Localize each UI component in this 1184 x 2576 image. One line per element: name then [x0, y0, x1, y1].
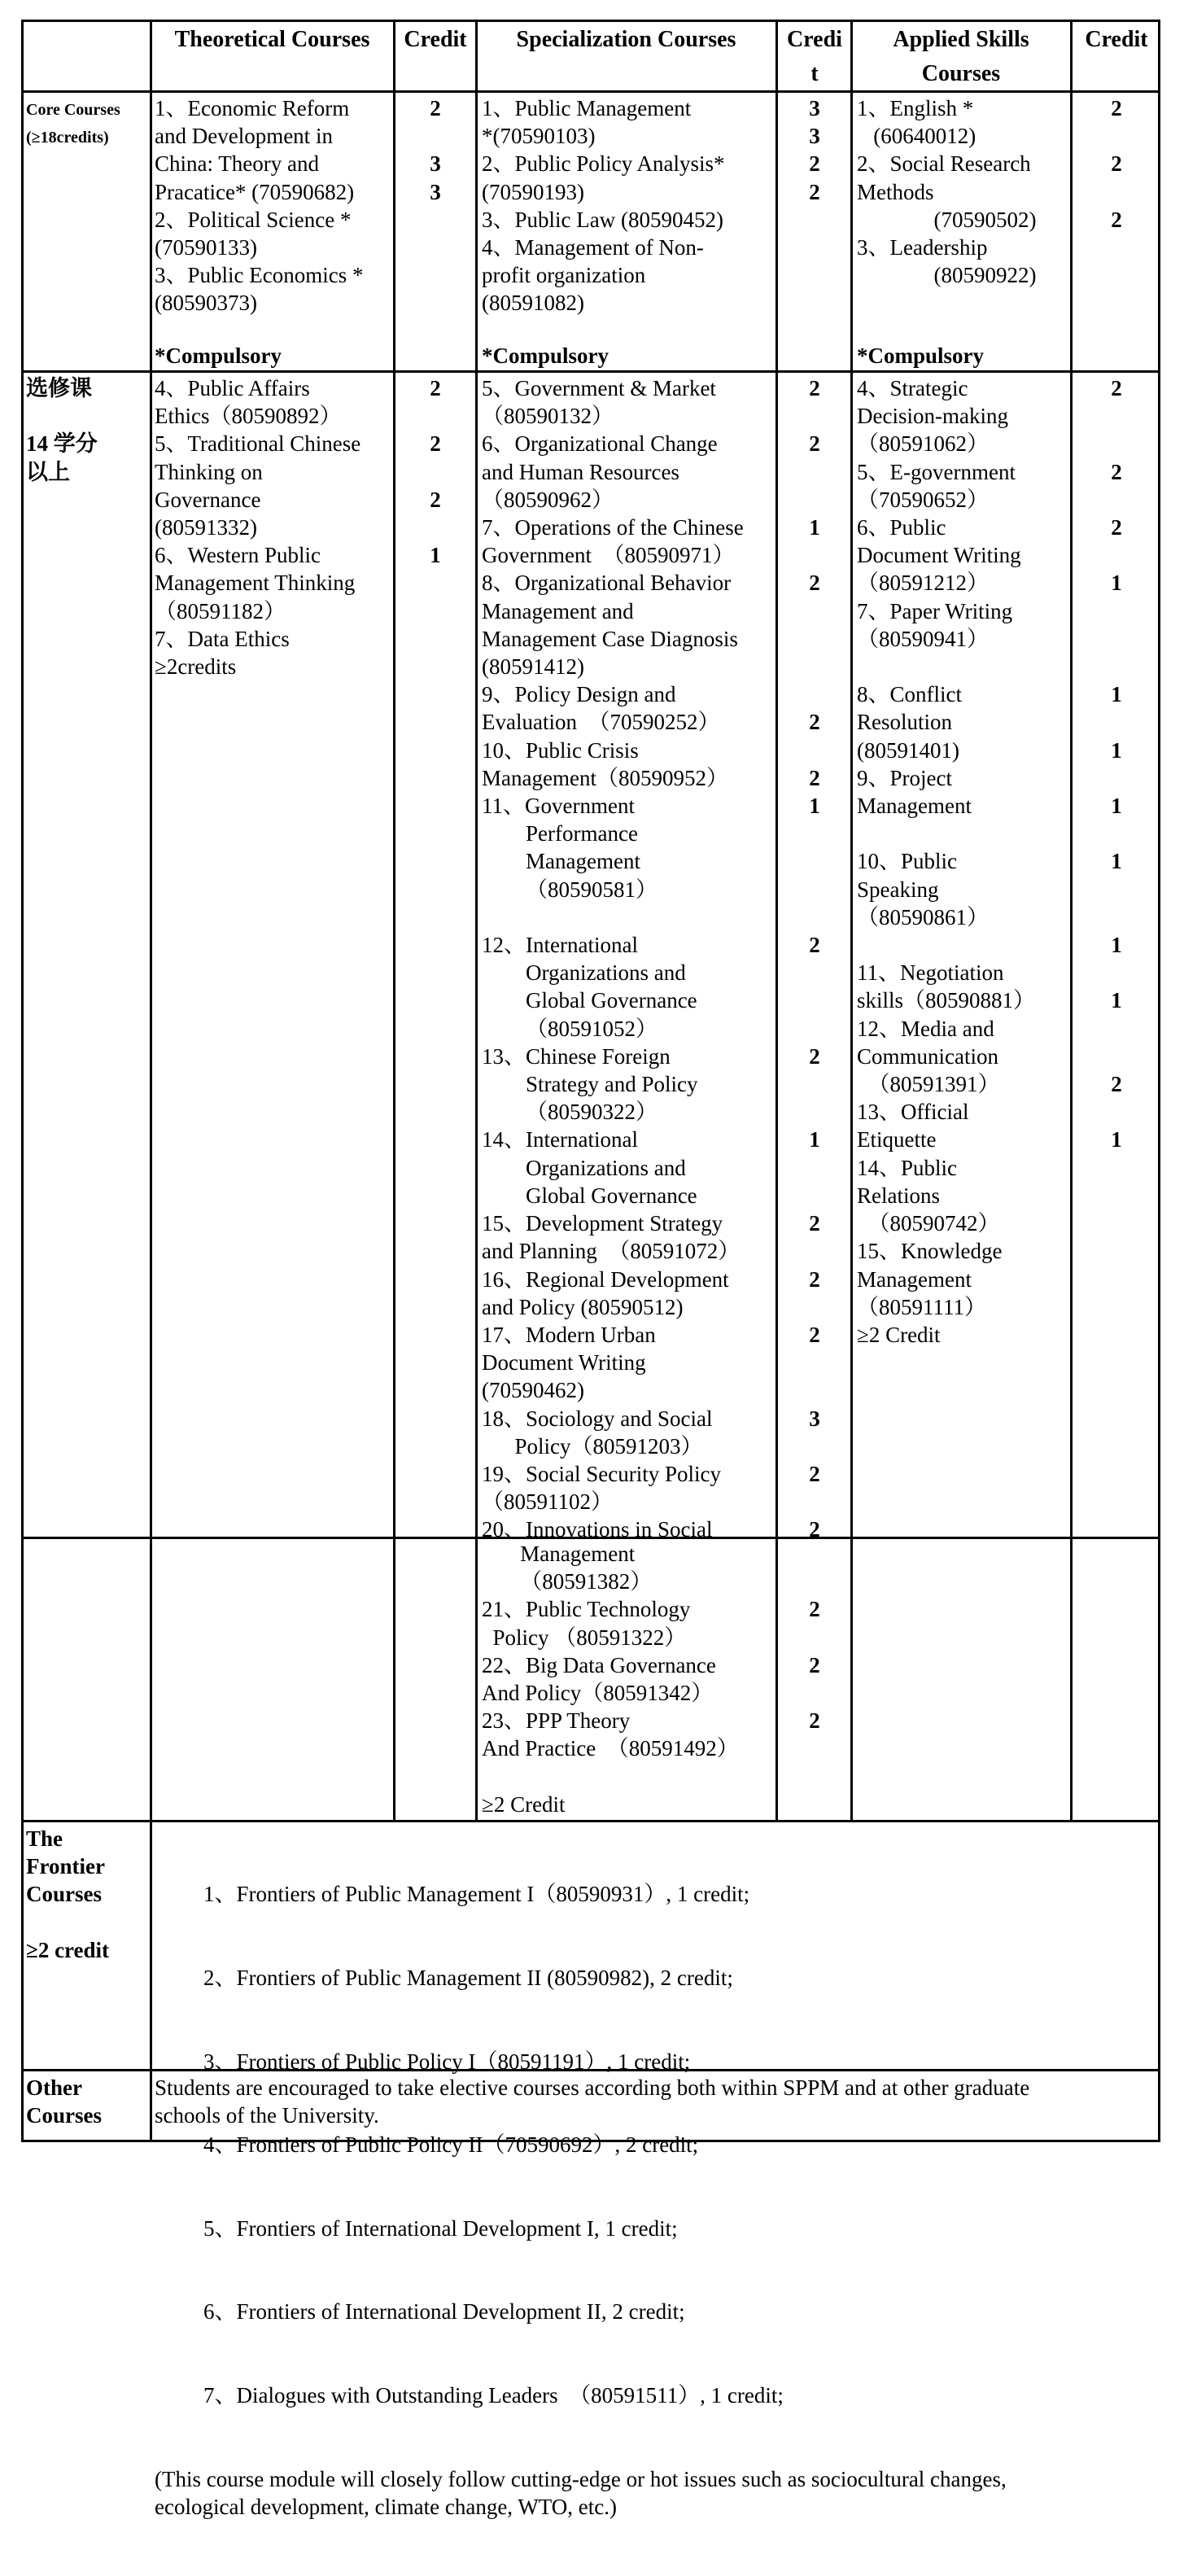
col-divider	[475, 20, 478, 1822]
core-divider	[21, 370, 1160, 373]
other-label: Other Courses	[26, 2075, 102, 2128]
frontier-list	[155, 1825, 1157, 2576]
col-divider	[1070, 20, 1073, 1822]
compulsory-note: *Compulsory	[482, 343, 609, 368]
elective-theoretical-courses: 4、Public Affairs Ethics（80590892） 5、Traditional Chinese Thinking on Governance (80591332) 6、Western Public Management Thinking （80591182） 7、Data Ethics ≥2credits	[155, 376, 361, 680]
col-divider	[775, 20, 778, 1822]
frontier-item: 6、Frontiers of International Development II, 2 credit;	[203, 2299, 685, 2325]
core-theoretical-credits: 2 3 3	[430, 96, 441, 204]
frontier-item: 4、Frontiers of Public Policy II（70590692）, 2 credit;	[203, 2132, 699, 2158]
header-credit: Credi t	[787, 27, 842, 86]
label-col-divider	[150, 20, 152, 2142]
elective-applied-credits: 2 2 2 1 1 1 1 1 1 1 2 1	[1111, 376, 1122, 1152]
header-theoretical: Theoretical Courses	[174, 27, 370, 52]
frontier-label: The Frontier Courses ≥2 credit	[26, 1826, 110, 1962]
other-text: Students are encouraged to take elective courses according both within SPPM and at other graduate schools of the University.	[155, 2075, 1030, 2128]
compulsory-note: *Compulsory	[857, 343, 985, 368]
frontier-note: (This course module will closely follow cutting-edge or hot issues such as sociocultural changes, ecological development, climate change, WTO, etc.)	[155, 2466, 1007, 2519]
header-specialization: Specialization Courses	[516, 27, 736, 52]
elective-theoretical-credits: 2 2 2 1	[430, 376, 441, 568]
frontier-item: 1、Frontiers of Public Management I（80590931）, 1 credit;	[203, 1882, 750, 1907]
header-applied: Applied Skills Courses	[893, 27, 1029, 86]
header-credit: Credit	[404, 27, 467, 52]
header-credit: Credit	[1085, 27, 1148, 52]
core-specialization-credits: 3 3 2 2	[809, 96, 820, 204]
elective-label: 选修课 14 学分 以上	[26, 376, 98, 484]
elective-specialization-credits: 2 2 1 2 2 2 1 2 2 1 2 2 2 3 2 2	[809, 376, 820, 1542]
frontier-divider	[21, 1820, 1160, 1822]
core-label: Core Courses (≥18credits)	[26, 101, 120, 147]
frontier-item: 2、Frontiers of Public Management II (80590982), 2 credit;	[203, 1966, 733, 1991]
core-applied-credits: 2 2 2	[1111, 96, 1122, 232]
elective-specialization-courses: 5、Government & Market （80590132） 6、Organizational Change and Human Resources （80590962） 7、Operations of the Chinese Government （80590971） 8、Organizational Behavior Management and Management Case Diagnosis (80591412) 9、Policy Design and Evaluation （70590252） 10、Public Crisis Management（80590952） 11、Government Performance Management （80590581） 12、International Organizations and Global Governance （80591052） 13、Chinese Foreign Strategy and Policy （80590322） 14、International Organizations and Global Governance 15、Development Strategy and Planning （80591072） 16、Regional Development and Policy (80590512) 17、Modern Urban Document Writing (70590462) 18、Sociology and Social Policy（80591203） 19、Social Security Policy （80591102） 20、Innovations in Social	[482, 376, 744, 1542]
core-applied-courses: 1、English * (60640012) 2、Social Research Methods (70590502) 3、Leadership (80590922)	[857, 96, 1037, 288]
core-theoretical-courses: 1、Economic Reform and Development in China: Theory and Pracatice* (70590682) 2、Political Science * (70590133) 3、Public Economics * (80590373)	[155, 96, 364, 316]
frontier-item: 3、Frontiers of Public Policy I（80591191）, 1 credit;	[203, 2049, 691, 2074]
frontier-item: 5、Frontiers of International Development I, 1 credit;	[203, 2215, 678, 2241]
col-divider	[393, 20, 395, 1822]
frontier-item: 7、Dialogues with Outstanding Leaders （80591511）, 1 credit;	[203, 2383, 784, 2408]
elective-applied-courses: 4、Strategic Decision-making （80591062） 5、E-government （70590652） 6、Public Document Writing （80591212） 7、Paper Writing （80590941） 8、Conflict Resolution (80591401) 9、Project Management 10、Public Speaking （80590861） 11、Negotiation skills（80590881） 12、Media and Communication （80591391） 13、Official Etiquette 14、Public Relations （80590742） 15、Knowledge Management （80591111） ≥2 Credit	[857, 376, 1036, 1347]
continued-specialization-credits: 2 2 2	[809, 1597, 820, 1734]
compulsory-note: *Compulsory	[155, 343, 282, 368]
core-specialization-courses: 1、Public Management *(70590103) 2、Public Policy Analysis* (70590193) 3、Public Law (80590452) 4、Management of Non- profit organization (80591082)	[482, 96, 725, 316]
col-divider	[850, 20, 853, 1822]
continued-specialization-courses: Management （80591382） 21、Public Technology Policy （80591322） 22、Big Data Governance And Policy（80591342） 23、PPP Theory And Practice （80591492） ≥2 Credit	[482, 1542, 739, 1817]
